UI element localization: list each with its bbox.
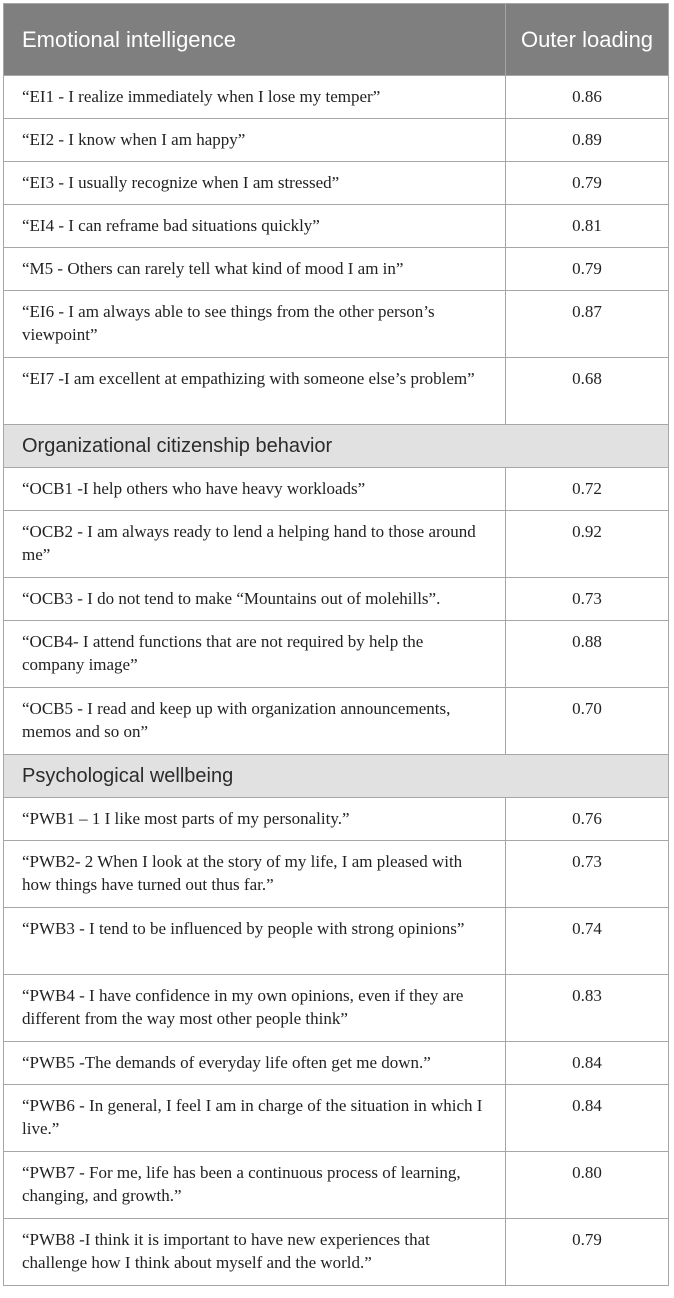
- item-value: 0.87: [506, 291, 669, 358]
- header-construct: Emotional intelligence: [4, 4, 506, 76]
- table-row: [4, 1152, 669, 1219]
- table-row: [4, 119, 669, 162]
- table-row: [4, 76, 669, 119]
- item-value: 0.73: [506, 841, 669, 908]
- table-row: [4, 908, 669, 975]
- item-value: 0.79: [506, 1219, 669, 1286]
- table-row: [4, 798, 669, 841]
- table-row: [4, 1085, 669, 1152]
- table-row: [4, 291, 669, 358]
- table-row: [4, 1219, 669, 1286]
- table-row: [4, 511, 669, 578]
- table-row: [4, 688, 669, 755]
- table-row: [4, 162, 669, 205]
- item-value: 0.68: [506, 358, 669, 425]
- item-text: “EI7 -I am excellent at empathizing with someone else’s problem”: [4, 358, 506, 425]
- item-value: 0.89: [506, 119, 669, 162]
- section-title: Psychological wellbeing: [4, 755, 669, 798]
- table-row: [4, 621, 669, 688]
- item-value: 0.76: [506, 798, 669, 841]
- item-text: “PWB4 - I have confidence in my own opinions, even if they are different from the way most other people think”: [4, 975, 506, 1042]
- outer-loading-table: [3, 3, 669, 1286]
- table-row: [4, 358, 669, 425]
- section-header-ocb: [4, 425, 669, 468]
- item-text: “PWB5 -The demands of everyday life often get me down.”: [4, 1042, 506, 1085]
- item-text: “PWB3 - I tend to be influenced by people with strong opinions”: [4, 908, 506, 975]
- item-value: 0.70: [506, 688, 669, 755]
- item-text: “PWB1 – 1 I like most parts of my personality.”: [4, 798, 506, 841]
- table-header-row: [4, 4, 669, 76]
- item-text: “OCB1 -I help others who have heavy workloads”: [4, 468, 506, 511]
- item-value: 0.72: [506, 468, 669, 511]
- item-value: 0.86: [506, 76, 669, 119]
- item-text: “EI1 - I realize immediately when I lose my temper”: [4, 76, 506, 119]
- item-value: 0.88: [506, 621, 669, 688]
- item-text: “OCB4- I attend functions that are not required by help the company image”: [4, 621, 506, 688]
- item-text: “OCB5 - I read and keep up with organization announcements, memos and so on”: [4, 688, 506, 755]
- table-row: [4, 578, 669, 621]
- item-value: 0.79: [506, 162, 669, 205]
- item-text: “PWB2- 2 When I look at the story of my life, I am pleased with how things have turned out thus far.”: [4, 841, 506, 908]
- header-outer-loading: Outer loading: [506, 4, 669, 76]
- item-value: 0.84: [506, 1085, 669, 1152]
- item-text: “PWB8 -I think it is important to have new experiences that challenge how I think about myself and the world.”: [4, 1219, 506, 1286]
- item-text: “EI4 - I can reframe bad situations quickly”: [4, 205, 506, 248]
- item-text: “PWB7 - For me, life has been a continuous process of learning, changing, and growth.”: [4, 1152, 506, 1219]
- item-text: “OCB3 - I do not tend to make “Mountains out of molehills”.: [4, 578, 506, 621]
- item-value: 0.84: [506, 1042, 669, 1085]
- item-text: “EI2 - I know when I am happy”: [4, 119, 506, 162]
- item-text: “M5 - Others can rarely tell what kind of mood I am in”: [4, 248, 506, 291]
- item-value: 0.79: [506, 248, 669, 291]
- section-title: Organizational citizenship behavior: [4, 425, 669, 468]
- item-value: 0.74: [506, 908, 669, 975]
- item-text: “PWB6 - In general, I feel I am in charge of the situation in which I live.”: [4, 1085, 506, 1152]
- item-value: 0.83: [506, 975, 669, 1042]
- item-value: 0.92: [506, 511, 669, 578]
- table-row: [4, 975, 669, 1042]
- table-row: [4, 205, 669, 248]
- item-value: 0.80: [506, 1152, 669, 1219]
- table-row: [4, 841, 669, 908]
- section-header-pwb: [4, 755, 669, 798]
- table-row: [4, 468, 669, 511]
- item-text: “EI3 - I usually recognize when I am stressed”: [4, 162, 506, 205]
- item-text: “OCB2 - I am always ready to lend a helping hand to those around me”: [4, 511, 506, 578]
- item-text: “EI6 - I am always able to see things from the other person’s viewpoint”: [4, 291, 506, 358]
- table-row: [4, 1042, 669, 1085]
- item-value: 0.81: [506, 205, 669, 248]
- item-value: 0.73: [506, 578, 669, 621]
- table-row: [4, 248, 669, 291]
